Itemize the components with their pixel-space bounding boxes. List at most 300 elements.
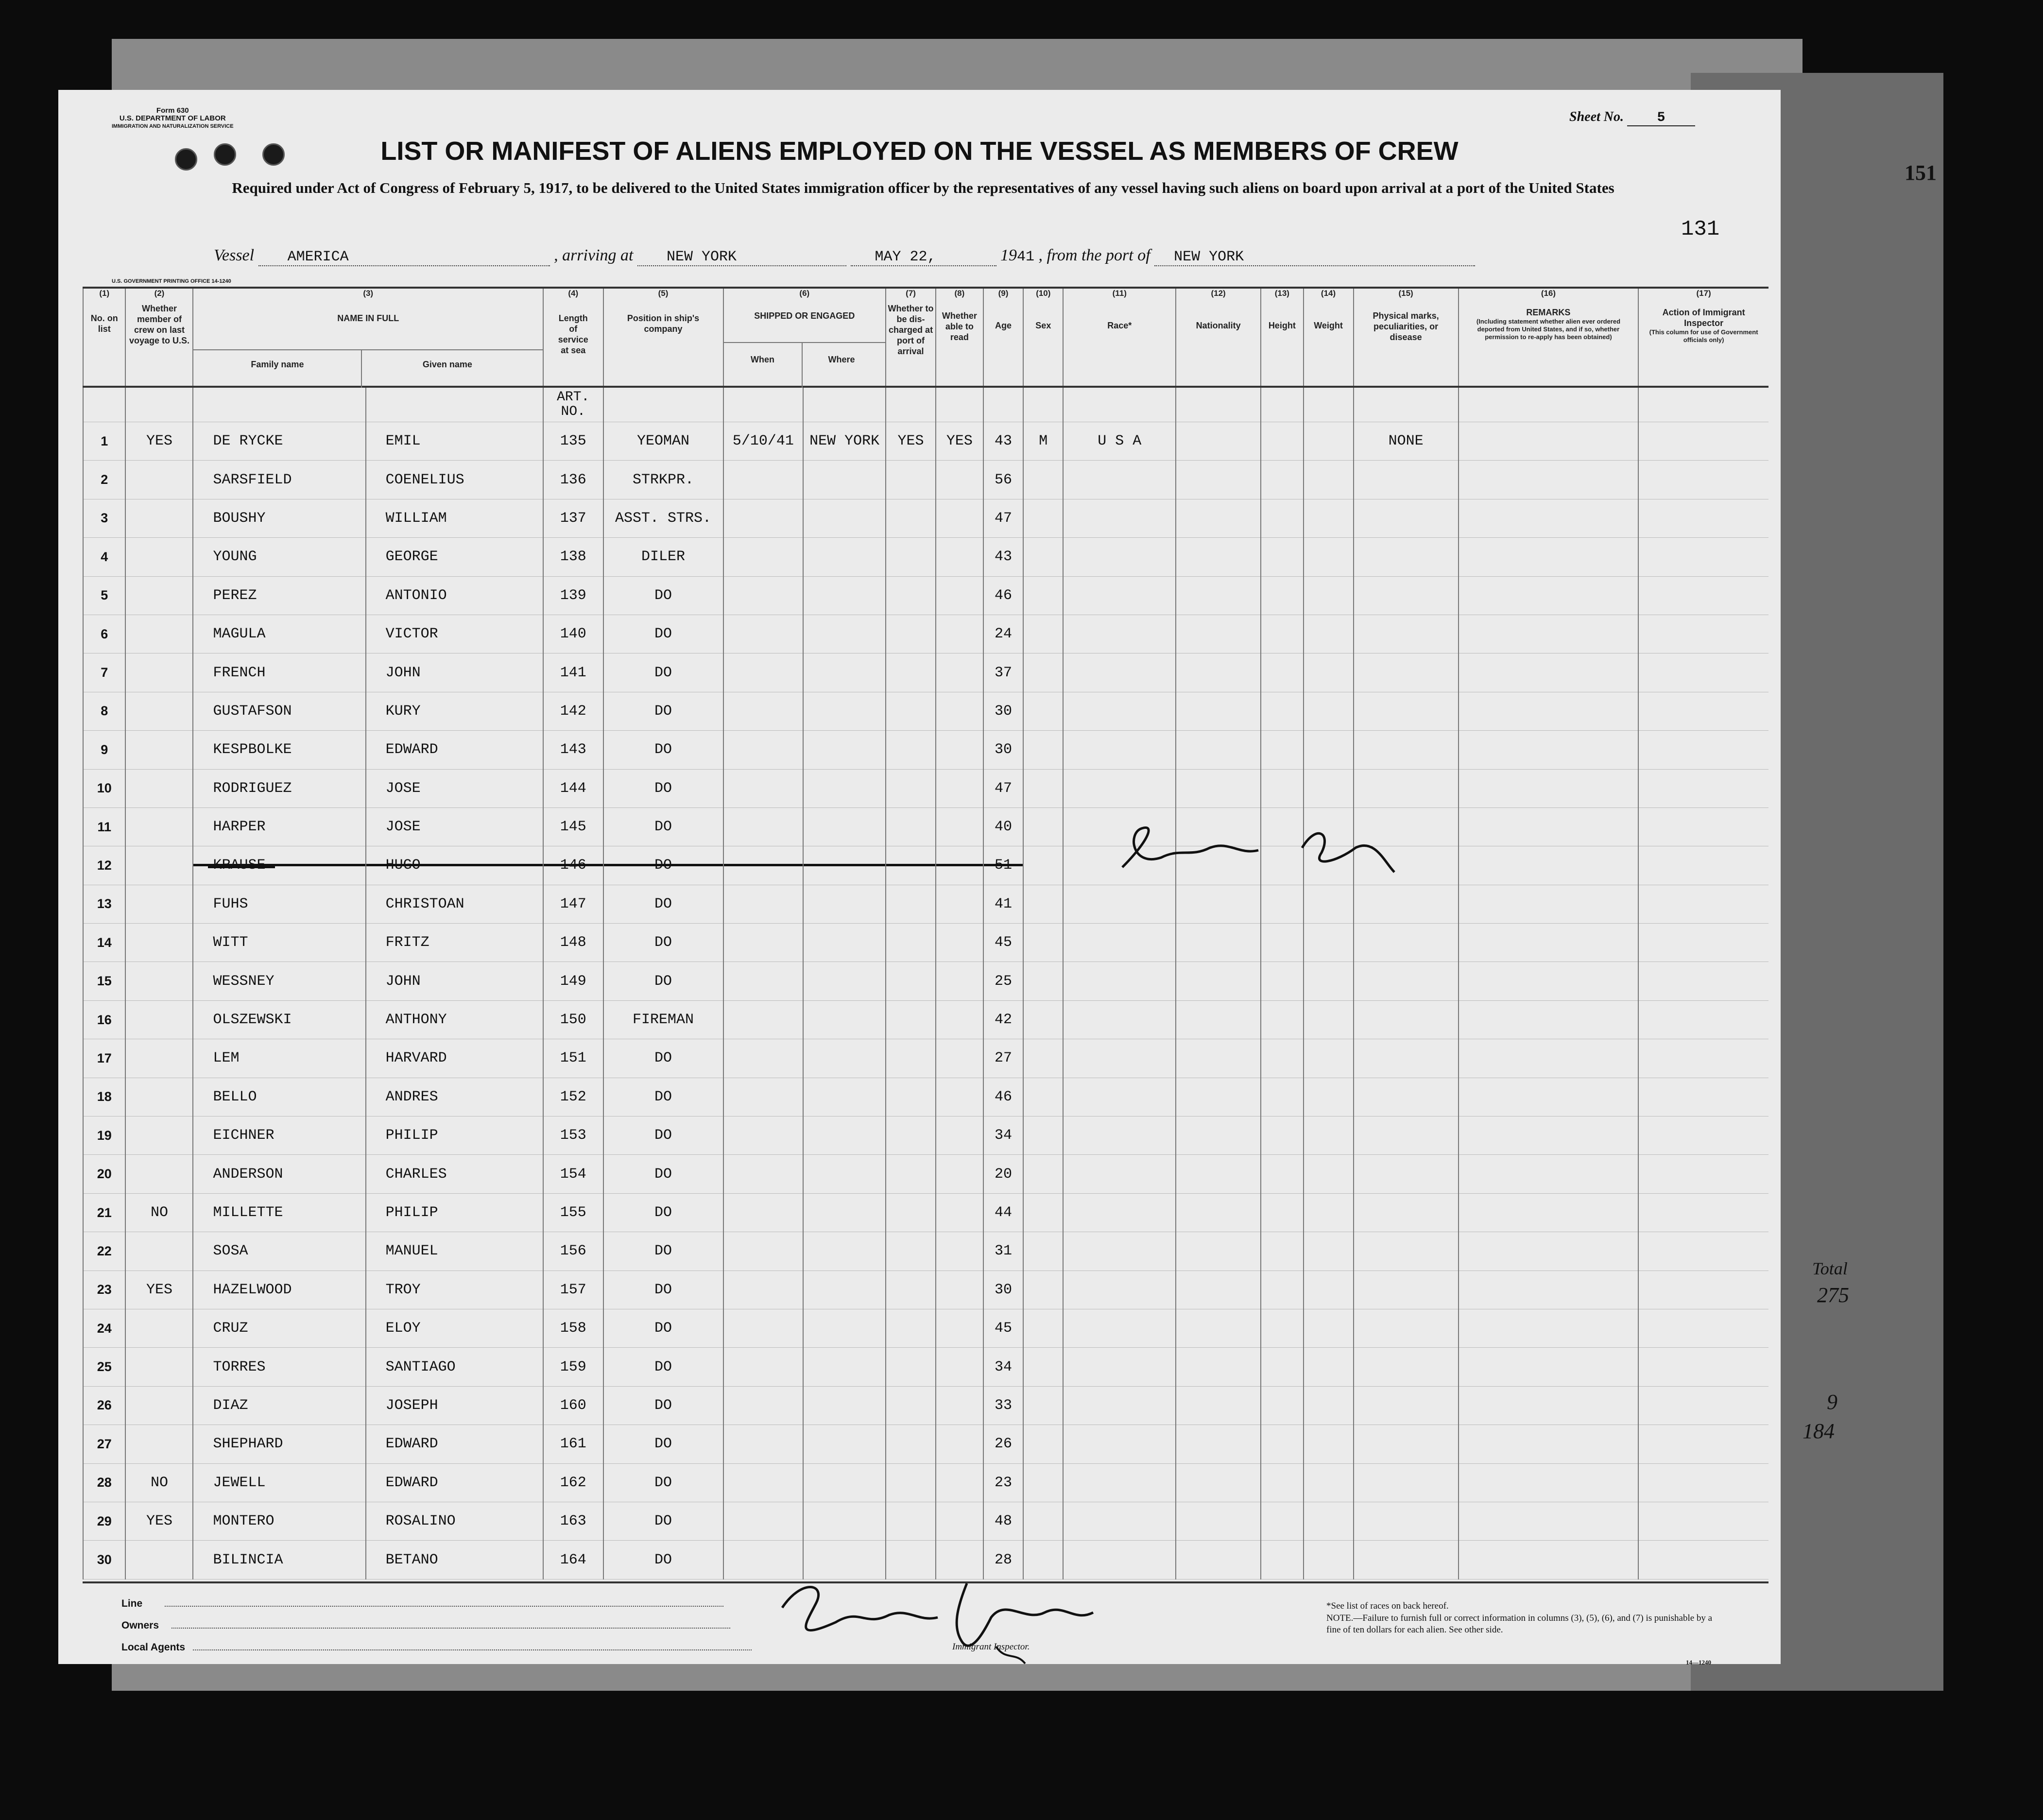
row-number [83, 1425, 125, 1463]
arriving-label: , arriving at [554, 246, 634, 264]
height-cell [1261, 1541, 1303, 1579]
department-name: U.S. DEPARTMENT OF LABOR [119, 114, 226, 122]
shipped-where [803, 807, 886, 846]
weight-cell [1304, 1000, 1354, 1039]
ship-position-text: DO [654, 1204, 672, 1221]
row-number [83, 1232, 125, 1271]
owners-label: Owners [121, 1620, 730, 1631]
nationality-cell [1176, 1078, 1261, 1116]
sex-value [1023, 422, 1063, 461]
row-number-text: 8 [101, 704, 108, 719]
given-name-text: JOHN [385, 664, 421, 681]
given-name [366, 807, 543, 846]
ship-position [603, 615, 723, 653]
able-to-read [936, 422, 983, 461]
given-name-text: EDWARD [385, 1436, 438, 1453]
able-to-read [936, 769, 983, 807]
col-num: (13) [1261, 288, 1303, 303]
family-name [193, 1348, 365, 1386]
action-cell [1638, 1463, 1768, 1502]
table-row [83, 807, 1768, 846]
age-value [983, 769, 1023, 807]
given-name-text: GEORGE [385, 549, 438, 566]
crew-member-status [125, 1116, 193, 1155]
row-number-text: 16 [97, 1012, 112, 1027]
remarks-cell [1459, 1309, 1639, 1347]
remarks-cell [1459, 1193, 1639, 1232]
crew-member-status [125, 653, 193, 692]
family-name-text: RODRIGUEZ [213, 780, 292, 797]
remarks-cell [1459, 846, 1639, 885]
physical-marks [1354, 499, 1459, 537]
able-to-read [936, 692, 983, 730]
crew-member-status [125, 1078, 193, 1116]
remarks-cell [1459, 576, 1639, 615]
nationality-cell [1176, 499, 1261, 537]
able-to-read [936, 1000, 983, 1039]
row-number-text: 22 [97, 1243, 112, 1258]
shipped-where [803, 692, 886, 730]
action-cell [1638, 422, 1768, 461]
crew-member-status [125, 499, 193, 537]
family-name [193, 461, 365, 499]
ship-position-text: DO [654, 780, 672, 797]
service-length [543, 731, 603, 769]
family-name-text: DE RYCKE [213, 433, 283, 450]
family-name [193, 807, 365, 846]
row-number [83, 846, 125, 885]
shipped-when [723, 422, 804, 461]
given-name-text: VICTOR [385, 626, 438, 643]
age-value-text: 51 [994, 857, 1012, 874]
shipped-when [723, 769, 804, 807]
arrival-date: MAY 22, [851, 249, 996, 266]
height-cell [1261, 1425, 1303, 1463]
shipped-when [723, 807, 804, 846]
shipped-when [723, 1348, 804, 1386]
ship-position-text: DO [654, 587, 672, 604]
shipped-where [803, 1000, 886, 1039]
form-identifier [112, 107, 234, 130]
service-length [543, 885, 603, 923]
ship-position-text: DO [654, 1243, 672, 1260]
crew-member-status-text: NO [150, 1474, 168, 1491]
family-name-text: KRAUSE [213, 857, 266, 874]
given-name [366, 1155, 543, 1193]
age-value [983, 1000, 1023, 1039]
ship-position [603, 692, 723, 730]
ship-position-text: YEOMAN [637, 433, 690, 450]
row-number-text: 21 [97, 1205, 112, 1220]
given-name-text: EMIL [385, 433, 421, 450]
action-cell [1638, 1425, 1768, 1463]
nationality-cell [1176, 461, 1261, 499]
remarks-cell [1459, 499, 1639, 537]
crew-member-status [125, 692, 193, 730]
weight-cell [1304, 461, 1354, 499]
nationality-cell [1176, 615, 1261, 653]
height-cell [1261, 1039, 1303, 1078]
action-cell [1638, 1000, 1768, 1039]
physical-marks [1354, 461, 1459, 499]
action-cell [1638, 692, 1768, 730]
row-number-text: 15 [97, 974, 112, 989]
crew-member-status [125, 731, 193, 769]
age-value-text: 20 [994, 1166, 1012, 1183]
sex-value [1023, 962, 1063, 1000]
service-length-text: 150 [560, 1012, 586, 1029]
table-row [83, 846, 1768, 885]
nationality-cell [1176, 1000, 1261, 1039]
given-name [366, 692, 543, 730]
col-num: (15) [1354, 288, 1459, 303]
ship-position-text: DO [654, 1127, 672, 1144]
sex-value [1023, 1309, 1063, 1347]
manifest-sheet [58, 90, 1781, 1664]
race-value [1063, 538, 1176, 576]
shipped-when [723, 1116, 804, 1155]
row-number [83, 1271, 125, 1309]
given-name [366, 769, 543, 807]
to-be-discharged [886, 924, 936, 962]
age-value-text: 46 [994, 587, 1012, 604]
age-value [983, 1078, 1023, 1116]
shipped-where [803, 1425, 886, 1463]
action-cell [1638, 538, 1768, 576]
age-value-text: 26 [994, 1436, 1012, 1453]
physical-marks [1354, 1502, 1459, 1540]
height-cell [1261, 924, 1303, 962]
col-num: (8) [936, 288, 983, 303]
action-cell [1638, 846, 1768, 885]
race-value [1063, 1386, 1176, 1425]
crew-table-body [83, 387, 1768, 1579]
col-num: (2) [125, 288, 193, 303]
row-number [83, 1502, 125, 1540]
sex-value [1023, 692, 1063, 730]
header-discharged: Whether to be dis-charged at port of arrival [886, 303, 936, 387]
race-value [1063, 1039, 1176, 1078]
able-to-read [936, 1463, 983, 1502]
row-number-text: 27 [97, 1436, 112, 1451]
given-name [366, 1271, 543, 1309]
family-name-text: KESPBOLKE [213, 741, 292, 758]
height-cell [1261, 422, 1303, 461]
action-cell [1638, 1348, 1768, 1386]
action-cell [1638, 1193, 1768, 1232]
ship-position-text: FIREMAN [633, 1012, 694, 1029]
vessel-name: AMERICA [258, 249, 550, 266]
ship-position-text: DO [654, 1088, 672, 1105]
age-value [983, 1348, 1023, 1386]
age-value-text: 30 [994, 1281, 1012, 1298]
able-to-read [936, 1271, 983, 1309]
service-length [543, 1348, 603, 1386]
row-number-text: 14 [97, 935, 112, 950]
remarks-cell [1459, 653, 1639, 692]
remarks-cell [1459, 1078, 1639, 1116]
ship-position-text: DO [654, 1166, 672, 1183]
table-row [83, 653, 1768, 692]
family-name [193, 769, 365, 807]
age-value [983, 962, 1023, 1000]
remarks-cell [1459, 538, 1639, 576]
given-name-text: TROY [385, 1281, 421, 1298]
remarks-detail: (Including statement whether alien ever ordered deported from United States, and if so, whether permission to re-apply has been obtained) [1476, 318, 1621, 341]
ship-position-text: DO [654, 895, 672, 912]
to-be-discharged [886, 962, 936, 1000]
service-length [543, 1155, 603, 1193]
row-number [83, 1193, 125, 1232]
service-length-text: 141 [560, 664, 586, 681]
age-value-text: 46 [994, 1088, 1012, 1105]
crew-member-status [125, 962, 193, 1000]
height-cell [1261, 1348, 1303, 1386]
weight-cell [1304, 769, 1354, 807]
weight-cell [1304, 885, 1354, 923]
able-to-read [936, 962, 983, 1000]
remarks-cell [1459, 461, 1639, 499]
given-name-text: ANDRES [385, 1088, 438, 1105]
race-value [1063, 615, 1176, 653]
family-name [193, 1078, 365, 1116]
service-length [543, 1425, 603, 1463]
given-name [366, 615, 543, 653]
able-to-read [936, 1425, 983, 1463]
height-cell [1261, 1078, 1303, 1116]
family-name [193, 1000, 365, 1039]
service-length-text: 145 [560, 819, 586, 836]
shipped-engaged-label: SHIPPED OR ENGAGED [754, 311, 855, 321]
family-name-text: CRUZ [213, 1320, 248, 1337]
col-num: (3) [193, 288, 543, 303]
service-length-text: 135 [560, 433, 586, 450]
handwritten-signature [1103, 814, 1453, 882]
table-row [83, 538, 1768, 576]
age-value-text: 34 [994, 1358, 1012, 1375]
reference-number: 131 [1681, 217, 1720, 241]
given-name [366, 962, 543, 1000]
given-name-text: MANUEL [385, 1243, 438, 1260]
able-to-read [936, 1502, 983, 1540]
form-number: Form 630 [156, 106, 189, 115]
action-cell [1638, 807, 1768, 846]
service-length [543, 807, 603, 846]
family-name [193, 1271, 365, 1309]
physical-marks [1354, 1386, 1459, 1425]
table-row [83, 499, 1768, 537]
age-value [983, 692, 1023, 730]
row-number-text: 3 [101, 511, 108, 526]
race-value [1063, 422, 1176, 461]
shipped-where [803, 1155, 886, 1193]
age-value-text: 30 [994, 741, 1012, 758]
age-value-text: 44 [994, 1204, 1012, 1221]
action-cell [1638, 769, 1768, 807]
ship-position-text: DO [654, 1397, 672, 1414]
ship-position [603, 1386, 723, 1425]
shipped-where [803, 1386, 886, 1425]
nationality-cell [1176, 692, 1261, 730]
form-code: 14—1240 [1686, 1659, 1711, 1666]
service-length-text: 149 [560, 973, 586, 990]
row-number [83, 1309, 125, 1347]
shipped-where [803, 962, 886, 1000]
to-be-discharged-text: YES [897, 433, 924, 450]
ship-position-text: DO [654, 1513, 672, 1530]
header-no-on-list: No. on list [83, 303, 125, 387]
weight-cell [1304, 576, 1354, 615]
given-name-text: COENELIUS [385, 471, 464, 488]
service-length [543, 692, 603, 730]
family-name [193, 499, 365, 537]
service-length-text: 143 [560, 741, 586, 758]
crew-member-status-text: YES [146, 433, 172, 450]
race-value [1063, 1502, 1176, 1540]
from-port: NEW YORK [1154, 249, 1475, 266]
table-row [83, 1232, 1768, 1271]
ship-position [603, 769, 723, 807]
action-cell [1638, 1116, 1768, 1155]
crew-member-status [125, 807, 193, 846]
family-name-text: MILLETTE [213, 1204, 283, 1221]
action-cell [1638, 1039, 1768, 1078]
row-number [83, 1000, 125, 1039]
weight-cell [1304, 653, 1354, 692]
printer-note: U.S. GOVERNMENT PRINTING OFFICE 14-1240 [112, 278, 231, 284]
race-value [1063, 1155, 1176, 1193]
art-no-row [83, 387, 1768, 422]
shipped-where [803, 499, 886, 537]
col-num: (16) [1459, 288, 1639, 303]
given-name-text: JOSE [385, 780, 421, 797]
age-value [983, 1155, 1023, 1193]
margin-total-label: Total [1812, 1259, 1848, 1278]
ship-position-text: DO [654, 741, 672, 758]
physical-marks [1354, 1232, 1459, 1271]
ship-position [603, 538, 723, 576]
sex-value [1023, 1116, 1063, 1155]
height-cell [1261, 1309, 1303, 1347]
race-value [1063, 499, 1176, 537]
given-name-text: CHARLES [385, 1166, 447, 1183]
family-name-text: BILINCIA [213, 1551, 283, 1568]
family-name-text: BOUSHY [213, 510, 266, 527]
physical-marks [1354, 769, 1459, 807]
service-length-text: 152 [560, 1088, 586, 1105]
given-name [366, 1541, 543, 1579]
row-number [83, 576, 125, 615]
family-name [193, 1309, 365, 1347]
action-detail: (This column for use of Government officials only) [1649, 328, 1758, 343]
ship-position-text: DO [654, 1281, 672, 1298]
ship-position [603, 1348, 723, 1386]
service-length [543, 1116, 603, 1155]
age-value [983, 499, 1023, 537]
sex-value [1023, 885, 1063, 923]
age-value [983, 1271, 1023, 1309]
service-length [543, 1039, 603, 1078]
given-name [366, 576, 543, 615]
ship-position-text: DO [654, 1050, 672, 1067]
given-name [366, 1000, 543, 1039]
sex-value [1023, 1425, 1063, 1463]
weight-cell [1304, 1348, 1354, 1386]
given-name-text: PHILIP [385, 1127, 438, 1144]
to-be-discharged [886, 576, 936, 615]
nationality-cell [1176, 1502, 1261, 1540]
crew-member-status [125, 1386, 193, 1425]
given-name [366, 499, 543, 537]
family-name-text: JEWELL [213, 1474, 266, 1491]
to-be-discharged [886, 1463, 936, 1502]
nationality-cell [1176, 769, 1261, 807]
age-value [983, 885, 1023, 923]
shipped-when [723, 653, 804, 692]
given-name [366, 653, 543, 692]
age-value [983, 653, 1023, 692]
age-value-text: 34 [994, 1127, 1012, 1144]
height-cell [1261, 885, 1303, 923]
crew-member-status [125, 1193, 193, 1232]
physical-marks [1354, 1039, 1459, 1078]
age-value-text: 24 [994, 626, 1012, 643]
crew-member-status [125, 1232, 193, 1271]
shipped-when [723, 1039, 804, 1078]
race-value [1063, 1116, 1176, 1155]
to-be-discharged [886, 1271, 936, 1309]
given-name-text: HARVARD [385, 1050, 447, 1067]
to-be-discharged [886, 499, 936, 537]
family-name-text: SARSFIELD [213, 471, 292, 488]
given-name [366, 1425, 543, 1463]
sex-value [1023, 576, 1063, 615]
family-name-text: MAGULA [213, 626, 266, 643]
arriving-port: NEW YORK [637, 249, 846, 266]
row-number-text: 23 [97, 1282, 112, 1297]
service-length [543, 1078, 603, 1116]
ship-position-text: DO [654, 1551, 672, 1568]
age-value-text: 23 [994, 1474, 1012, 1491]
given-name-text: JOSEPH [385, 1397, 438, 1414]
vessel-info-line [214, 246, 1475, 266]
able-to-read [936, 885, 983, 923]
service-length [543, 769, 603, 807]
ship-position-text: DO [654, 1358, 672, 1375]
row-number-text: 30 [97, 1552, 112, 1567]
age-value [983, 1386, 1023, 1425]
physical-marks [1354, 885, 1459, 923]
family-name-text: HARPER [213, 819, 266, 836]
height-cell [1261, 1463, 1303, 1502]
ship-position [603, 731, 723, 769]
shipped-when [723, 538, 804, 576]
row-number [83, 962, 125, 1000]
given-name-label: Given name [422, 360, 472, 369]
given-name-text: KURY [385, 703, 421, 720]
physical-marks [1354, 653, 1459, 692]
crew-manifest-table [83, 287, 1768, 1580]
sex-value [1023, 924, 1063, 962]
family-name-text: EICHNER [213, 1127, 275, 1144]
row-number-text: 5 [101, 588, 108, 603]
row-number [83, 1348, 125, 1386]
header-position: Position in ship's company [603, 303, 723, 387]
able-to-read [936, 731, 983, 769]
table-row [83, 962, 1768, 1000]
family-name-text: YOUNG [213, 549, 257, 566]
col-num: (11) [1063, 288, 1176, 303]
